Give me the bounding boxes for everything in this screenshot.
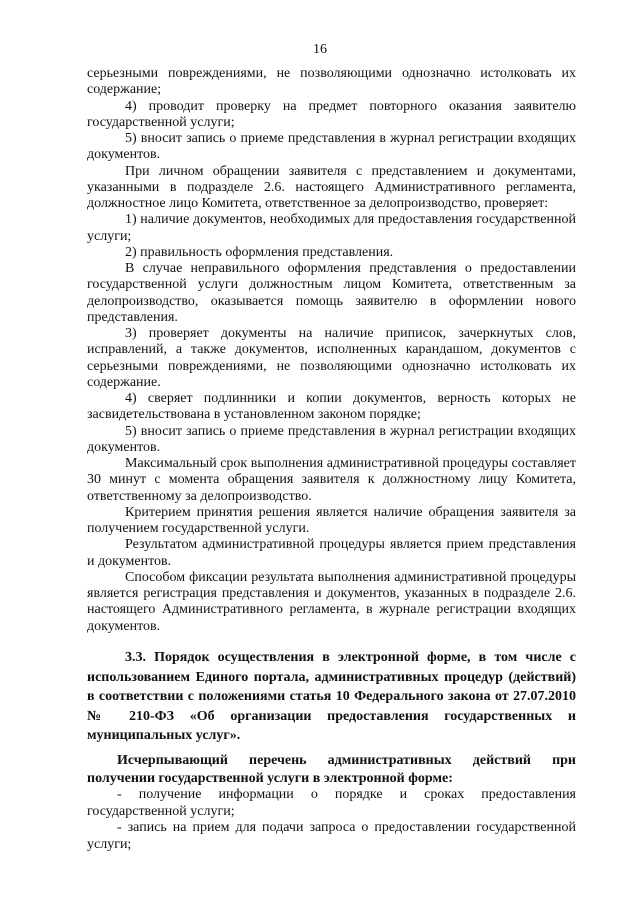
action-list — [87, 787, 576, 853]
paragraph: 5) вносит запись о приеме представления в журнал регистрации входящих документов. — [87, 423, 576, 455]
paragraph: В случае неправильного оформления представления о предоставлении государственной услуги должностным лицом Комитета, ответственным за делопроизводство, оказывается помощь заявителю в оформлении нового представления. — [87, 261, 576, 325]
paragraph: Максимальный срок выполнения административной процедуры составляет 30 минут с момента обращения заявителя к должностному лицу Комитета, ответственному за делопроизводство. — [87, 456, 576, 504]
paragraph: Способом фиксации результата выполнения административной процедуры является регистрация представления и документов, указанных в подразделе 2.6. настоящего Административного регламента, в журнале регистрации входящих документов. — [87, 569, 576, 634]
paragraph: 5) вносит запись о приеме представления в журнал регистрации входящих документов. — [87, 131, 576, 163]
paragraph: Результатом административной процедуры является прием представления и документов. — [87, 537, 576, 569]
paragraph: 1) наличие документов, необходимых для предоставления государственной услуги; — [87, 212, 576, 244]
paragraph: 4) сверяет подлинники и копии документов, верность которых не засвидетельствована в установленном законом порядке; — [87, 391, 576, 423]
list-heading: Исчерпывающий перечень административных действий при получении государственной услуги в электронной форме: — [87, 753, 576, 786]
paragraph: Критерием принятия решения является наличие обращения заявителя за получением государственной услуги. — [87, 504, 576, 536]
paragraph: 3) проверяет документы на наличие приписок, зачеркнутых слов, исправлений, а также документов, исполненных карандашом, документов с серьезными повреждениями, не позволяющими однозначно истолковать их содержание. — [87, 326, 576, 390]
body-text — [87, 66, 576, 635]
paragraph: 2) правильность оформления представления. — [125, 244, 394, 260]
list-item: - запись на прием для подачи запроса о предоставлении государственной услуги; — [87, 820, 576, 852]
section-heading: 3.3. Порядок осуществления в электронной форме, в том числе с использованием Единого портала, административных процедур (действий) в соответствии с положениями статья 10 Федерального закона от 27.07.2010 № 210-ФЗ «Об организации предоставления государственных и муниципальных услуг». — [87, 650, 576, 743]
paragraph: При личном обращении заявителя с представлением и документами, указанными в подразделе 2.6. настоящего Административного регламента, должностное лицо Комитета, ответственное за делопроизводство, проверяет: — [87, 163, 576, 211]
list-item: - получение информации о порядке и сроках предоставления государственной услуги; — [87, 787, 576, 819]
page-number: 16 — [313, 42, 327, 57]
paragraph: серьезными повреждениями, не позволяющими однозначно истолковать их содержание; — [87, 66, 576, 98]
paragraph: 4) проводит проверку на предмет повторного оказания заявителю государственной услуги; — [87, 98, 576, 130]
